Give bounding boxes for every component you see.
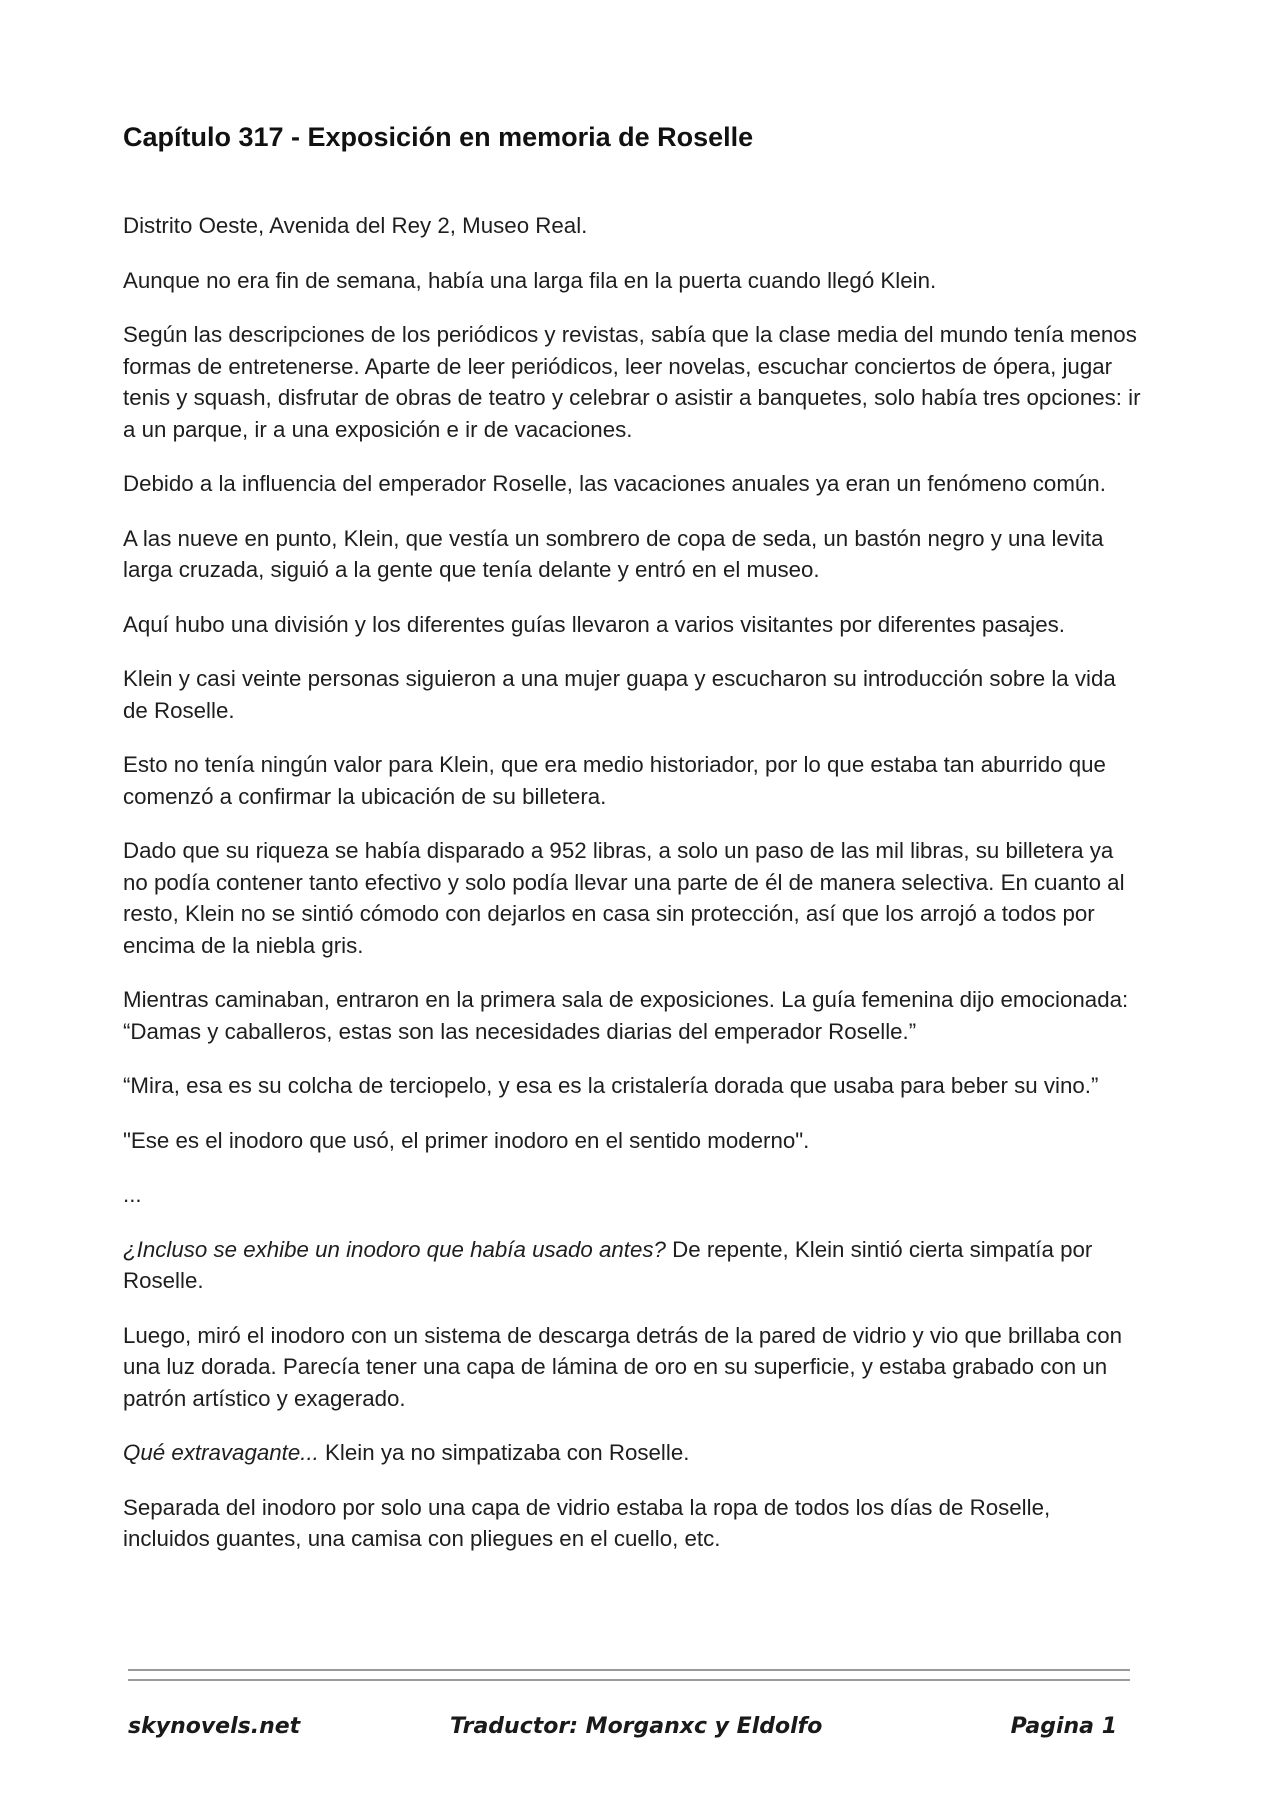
paragraph-ellipsis: ... [123,1182,142,1207]
footer-divider-bottom [128,1679,1130,1681]
paragraph: Klein y casi veinte personas siguieron a una mujer guapa y escucharon su introducción sobre la vida de Roselle. [123,666,1116,723]
chapter-title: Capítulo 317 - Exposición en memoria de Roselle [123,122,754,152]
footer-page-number: Pagina 1 [1010,1714,1117,1739]
paragraph: Luego, miró el inodoro con un sistema de descarga detrás de la pared de vidrio y vio que brillaba con una luz dorada. Parecía tener una capa de lámina de oro en su superficie, y estaba grabado con un patrón artístico y exagerado. [123,1322,1123,1411]
paragraph: “Mira, esa es su colcha de terciopelo, y esa es la cristalería dorada que usaba para beber su vino.” [123,1073,1099,1098]
paragraph: Separada del inodoro por solo una capa de vidrio estaba la ropa de todos los días de Roselle, incluidos guantes, una camisa con pliegues en el cuello, etc. [123,1494,1051,1551]
paragraph: Aunque no era fin de semana, había una larga fila en la puerta cuando llegó Klein. [123,267,937,293]
paragraph: Dado que su riqueza se había disparado a 952 libras, a solo un paso de las mil libras, su billetera ya no podía contener tanto efectivo y solo podía llevar una parte de él de manera selectiva. En cuanto al resto, Klein no se sintió cómodo con dejarlos en casa sin protección, así que los arrojó a todos por encima de la niebla gris. [123,838,1125,958]
paragraph-text: De repente, Klein sintió cierta simpatía por Roselle. [123,1236,1093,1293]
paragraph: Aquí hubo una división y los diferentes guías llevaron a varios visitantes por diferentes pasajes. [123,611,1065,637]
paragraph: Según las descripciones de los periódicos y revistas, sabía que la clase media del mundo tenía menos formas de entretenerse. Aparte de leer periódicos, leer novelas, escuchar conciertos de ópera, jugar tenis y squash, disfrutar de obras de teatro y celebrar o asistir a banquetes, solo había tres opciones: ir a un parque, ir a una exposición e ir de vacaciones. [123,322,1141,442]
paragraph: Mientras caminaban, entraron en la primera sala de exposiciones. La guía femenina dijo emocionada: “Damas y caballeros, estas son las necesidades diarias del emperador Roselle.” [123,987,1129,1044]
paragraph: A las nueve en punto, Klein, que vestía un sombrero de copa de seda, un bastón negro y una levita larga cruzada, siguió a la gente que tenía delante y entró en el museo. [123,525,1104,582]
chapter-body [123,210,1143,1578]
paragraph: Debido a la influencia del emperador Roselle, las vacaciones anuales ya eran un fenómeno común. [123,471,1106,496]
paragraph: "Ese es el inodoro que usó, el primer inodoro en el sentido moderno". [123,1127,810,1153]
paragraph-text: Klein ya no simpatizaba con Roselle. [318,1440,690,1465]
footer-site: skynovels.net [128,1714,301,1739]
footer-divider-top [128,1669,1130,1671]
inner-thought: Qué extravagante... [123,1440,319,1465]
paragraph [123,1437,1143,1469]
paragraph: Esto no tenía ningún valor para Klein, que era medio historiador, por lo que estaba tan aburrido que comenzó a confirmar la ubicación de su billetera. [123,752,1106,809]
paragraph: Distrito Oeste, Avenida del Rey 2, Museo Real. [123,213,588,238]
paragraph [123,1234,1143,1297]
inner-thought: ¿Incluso se exhibe un inodoro que había usado antes? [123,1236,666,1262]
footer-translator: Traductor: Morganxc y Eldolfo [450,1714,823,1739]
